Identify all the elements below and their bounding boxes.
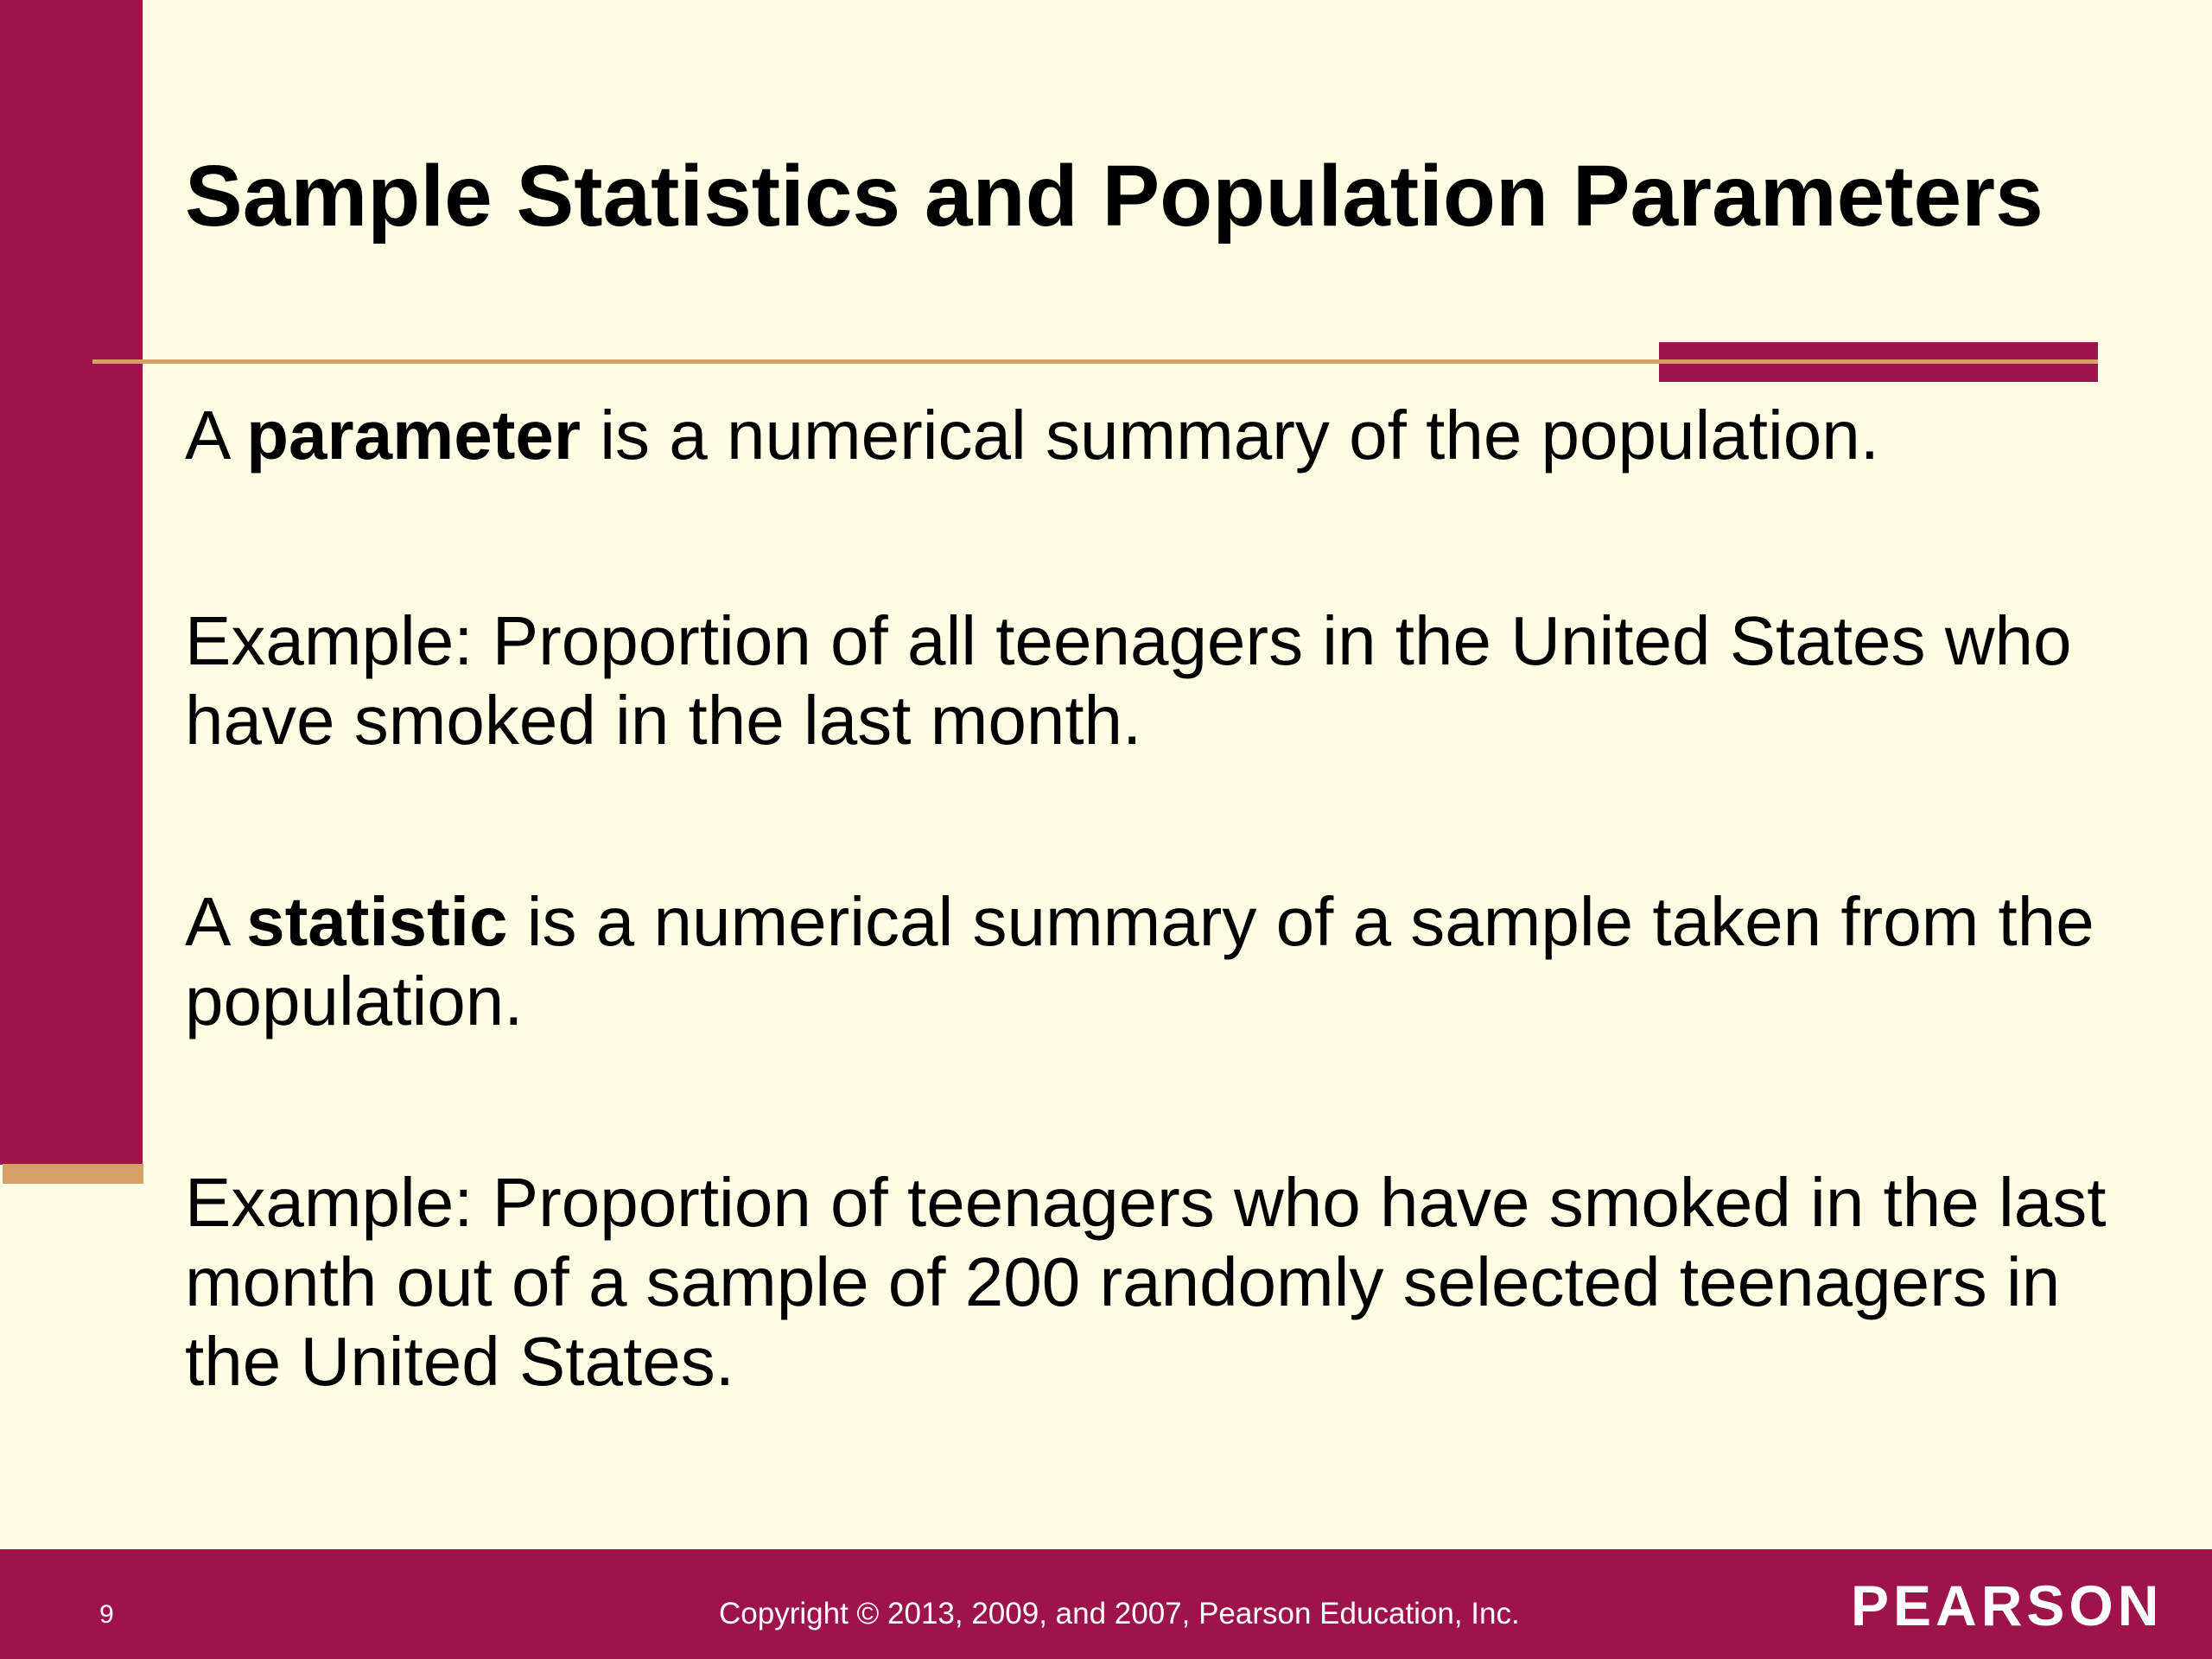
copyright-text: Copyright © 2013, 2009, and 2007, Pearson Education, Inc.	[719, 1597, 1520, 1630]
statistic-definition	[185, 882, 2120, 1041]
title-divider-stripe	[1659, 359, 2098, 364]
slide-title: Sample Statistics and Population Parameters	[185, 148, 2044, 245]
parameter-prefix: A	[185, 397, 247, 474]
pearson-logo: PEARSON	[1851, 1573, 2164, 1637]
parameter-rest: is a numerical summary of the population.	[581, 397, 1879, 474]
statistic-term: statistic	[246, 883, 508, 960]
statistic-rest: is a numerical summary of a sample taken from the population.	[185, 883, 2094, 1039]
parameter-definition	[185, 396, 2120, 475]
parameter-example: Example: Proportion of all teenagers in the United States who have smoked in the last month.	[185, 602, 2072, 759]
page-number: 9	[99, 1600, 114, 1629]
left-accent-bar	[0, 0, 143, 1165]
statistic-prefix: A	[185, 883, 247, 960]
left-accent-stripe	[3, 1164, 143, 1184]
parameter-term: parameter	[246, 397, 582, 474]
statistic-example: Example: Proportion of teenagers who have smoked in the last month out of a sample of 200 randomly selected teenagers in the United States.	[185, 1164, 2107, 1400]
